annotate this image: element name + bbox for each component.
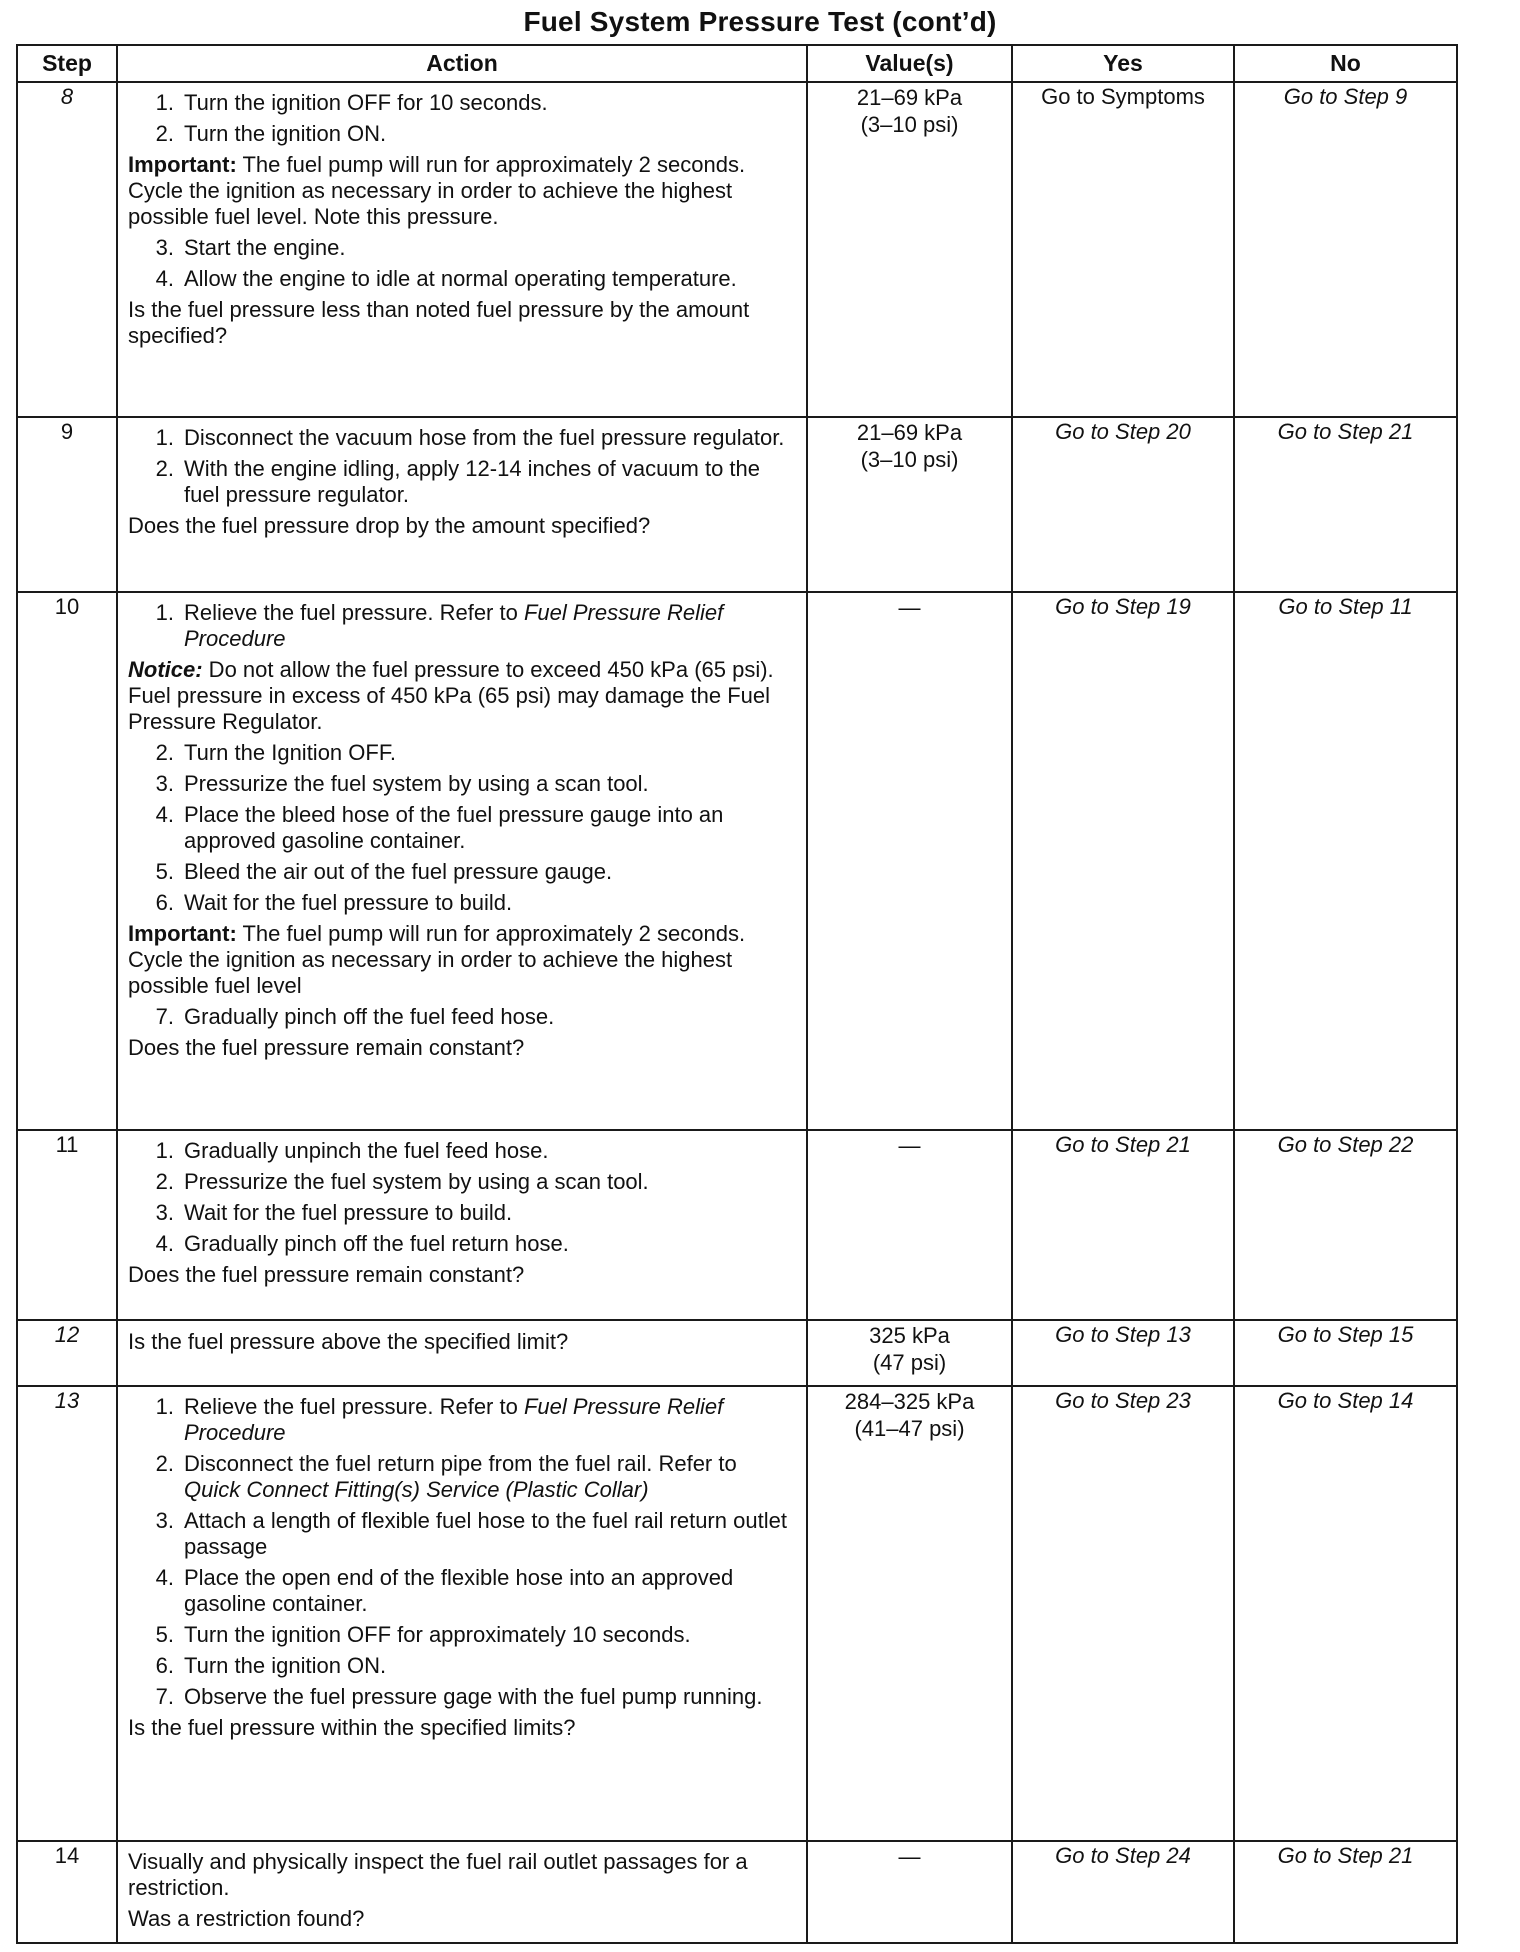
step-number: 14 — [17, 1841, 117, 1943]
question-text: Is the fuel pressure within the specified limits? — [128, 1715, 576, 1740]
action-item: Allow the engine to idle at normal operating temperature. — [184, 266, 737, 291]
yes-cell — [1012, 1386, 1234, 1841]
value-cell — [807, 1386, 1012, 1841]
question-text: Is the fuel pressure above the specified limit? — [128, 1329, 569, 1354]
action-item: Relieve the fuel pressure. Refer to — [184, 600, 524, 625]
action-cell: 1. Relieve the fuel pressure. Refer to Fuel Pressure Relief Procedure 2. Disconnect the fuel return pipe from the fuel rail. Refer to Quick Connect Fitting(s) Service (Plastic Collar) 3. Attach a length of flexible fuel hose to the fuel rail return outlet passage 4. Place the open end of the flexible hose into an approved gasoline container. 5. Turn the ignition OFF for approximately 10 seconds. 6. Turn the ignition ON. 7. Observe the fuel pressure gage with the fuel pump running. Is the fuel pressure within the specified limits? — [117, 1386, 807, 1841]
value-cell: — — [807, 592, 1012, 1130]
table-row — [17, 1841, 1457, 1943]
action-item: Wait for the fuel pressure to build. — [184, 1200, 513, 1225]
no-cell — [1234, 592, 1457, 1130]
header-step: Step — [17, 45, 117, 82]
important-label: Important: — [128, 921, 237, 946]
procedure-reference: Fuel Pressure Relief Procedure — [184, 600, 724, 651]
no-link[interactable]: Go to Step 9 — [1283, 84, 1408, 109]
action-item: Gradually unpinch the fuel feed hose. — [184, 1138, 549, 1163]
action-item: Bleed the air out of the fuel pressure gauge. — [184, 859, 613, 884]
value-cell — [807, 82, 1012, 417]
notice-text: Do not allow the fuel pressure to exceed 450 kPa (65 psi). Fuel pressure in excess of 450 kPa (65 psi) may damage the Fuel Pressure Regulator. — [128, 657, 774, 734]
yes-link[interactable]: Go to Step 23 — [1055, 1388, 1191, 1413]
question-text: Does the fuel pressure drop by the amount specified? — [128, 513, 651, 538]
action-item: Observe the fuel pressure gage with the fuel pump running. — [184, 1684, 763, 1709]
header-yes: Yes — [1012, 45, 1234, 82]
action-item: Turn the Ignition OFF. — [184, 740, 396, 765]
action-item: Pressurize the fuel system by using a scan tool. — [184, 771, 649, 796]
action-item: Start the engine. — [184, 235, 346, 260]
step-number: 11 — [17, 1130, 117, 1320]
action-item: Gradually pinch off the fuel feed hose. — [184, 1004, 555, 1029]
yes-cell — [1012, 82, 1234, 417]
no-link[interactable]: Go to Step 14 — [1277, 1388, 1414, 1413]
procedure-reference: Fuel Pressure Relief Procedure — [184, 1394, 724, 1445]
action-item: Turn the ignition ON. — [184, 121, 387, 146]
table-row — [17, 417, 1457, 592]
yes-link[interactable]: Go to Symptoms — [1041, 84, 1205, 109]
yes-link[interactable]: Go to Step 24 — [1055, 1843, 1191, 1868]
no-link[interactable]: Go to Step 21 — [1277, 1843, 1414, 1868]
action-item: Relieve the fuel pressure. Refer to — [184, 1394, 524, 1419]
action-item: Gradually pinch off the fuel return hose. — [184, 1231, 569, 1256]
step-number: 8 — [17, 82, 117, 417]
header-no: No — [1234, 45, 1457, 82]
value-line: (3–10 psi) — [860, 112, 959, 137]
value-line: (41–47 psi) — [854, 1416, 965, 1441]
yes-cell — [1012, 592, 1234, 1130]
table-row — [17, 1320, 1457, 1386]
no-cell — [1234, 82, 1457, 417]
table-row — [17, 1130, 1457, 1320]
action-item: Disconnect the vacuum hose from the fuel pressure regulator. — [184, 425, 785, 450]
action-item: Disconnect the fuel return pipe from the fuel rail. Refer to — [184, 1451, 737, 1476]
no-link[interactable]: Go to Step 11 — [1278, 594, 1413, 619]
value-cell: — — [807, 1130, 1012, 1320]
action-item: Turn the ignition OFF for approximately 10 seconds. — [184, 1622, 691, 1647]
value-line: 284–325 kPa — [844, 1389, 975, 1414]
action-item: Turn the ignition ON. — [184, 1653, 387, 1678]
action-text: Visually and physically inspect the fuel rail outlet passages for a restriction. — [128, 1849, 748, 1900]
procedure-reference: Quick Connect Fitting(s) Service (Plastic Collar) — [184, 1477, 649, 1502]
yes-link[interactable]: Go to Step 20 — [1055, 419, 1191, 444]
yes-cell — [1012, 1130, 1234, 1320]
action-cell: 1. Disconnect the vacuum hose from the fuel pressure regulator. 2. With the engine idling, apply 12-14 inches of vacuum to the fuel pressure regulator. Does the fuel pressure drop by the amount specified? — [117, 417, 807, 592]
no-cell — [1234, 417, 1457, 592]
no-cell — [1234, 1130, 1457, 1320]
action-item: Pressurize the fuel system by using a scan tool. — [184, 1169, 649, 1194]
step-number: 12 — [17, 1320, 117, 1386]
value-line: 325 kPa — [869, 1323, 950, 1348]
value-cell: — — [807, 1841, 1012, 1943]
value-line: (47 psi) — [872, 1350, 947, 1375]
step-number: 9 — [17, 417, 117, 592]
yes-link[interactable]: Go to Step 21 — [1055, 1132, 1191, 1157]
action-item: Wait for the fuel pressure to build. — [184, 890, 513, 915]
yes-cell — [1012, 1841, 1234, 1943]
value-cell — [807, 1320, 1012, 1386]
question-text: Is the fuel pressure less than noted fuel pressure by the amount specified? — [128, 297, 750, 348]
yes-cell — [1012, 417, 1234, 592]
action-cell: 1. Gradually unpinch the fuel feed hose. 2. Pressurize the fuel system by using a scan tool. 3. Wait for the fuel pressure to build. 4. Gradually pinch off the fuel return hose. Does the fuel pressure remain constant? — [117, 1130, 807, 1320]
action-item: With the engine idling, apply 12-14 inches of vacuum to the fuel pressure regulator. — [184, 456, 761, 507]
question-text: Does the fuel pressure remain constant? — [128, 1262, 525, 1287]
header-action: Action — [117, 45, 807, 82]
value-line: (3–10 psi) — [860, 447, 959, 472]
important-text: The fuel pump will run for approximately 2 seconds. Cycle the ignition as necessary in order to achieve the highest possible fuel level. Note this pressure. — [128, 152, 746, 229]
value-line: 21–69 kPa — [856, 85, 963, 110]
action-cell: 1. Relieve the fuel pressure. Refer to Fuel Pressure Relief Procedure Notice: Do not allow the fuel pressure to exceed 450 kPa (65 psi). Fuel pressure in excess of 450 kPa (65 psi) may damage the Fuel Pressure Regulator. 2. Turn the Ignition OFF. 3. Pressurize the fuel system by using a scan tool. 4. Place the bleed hose of the fuel pressure gauge into an approved gasoline container. 5. Bleed the air out of the fuel pressure gauge. 6. Wait for the fuel pressure to build. Important: The fuel pump will run for approximately 2 seconds. Cycle the ignition as necessary in order to achieve the highest possible fuel level 7. Gradually pinch off the fuel feed hose. Does the fuel pressure remain constant? — [117, 592, 807, 1130]
table-row — [17, 592, 1457, 1130]
no-cell — [1234, 1320, 1457, 1386]
no-cell — [1234, 1386, 1457, 1841]
page-title: Fuel System Pressure Test (cont’d) — [523, 6, 997, 37]
action-cell: 1. Turn the ignition OFF for 10 seconds. 2. Turn the ignition ON. Important: The fuel pump will run for approximately 2 seconds. Cycle the ignition as necessary in order to achieve the highest possible fuel level. Note this pressure. 3. Start the engine. 4. Allow the engine to idle at normal operating temperature. Is the fuel pressure less than noted fuel pressure by the amount specified? — [117, 82, 807, 417]
table-row — [17, 82, 1457, 417]
action-item: Place the bleed hose of the fuel pressure gauge into an approved gasoline container. — [184, 802, 724, 853]
action-cell — [117, 1841, 807, 1943]
header-values: Value(s) — [807, 45, 1012, 82]
action-item: Turn the ignition OFF for 10 seconds. — [184, 90, 548, 115]
step-number: 13 — [17, 1386, 117, 1841]
table-row — [17, 1386, 1457, 1841]
important-label: Important: — [128, 152, 237, 177]
yes-link[interactable]: Go to Step 19 — [1055, 594, 1191, 619]
notice-label: Notice: — [128, 657, 203, 682]
header-row — [17, 45, 1457, 82]
action-cell — [117, 1320, 807, 1386]
yes-cell — [1012, 1320, 1234, 1386]
action-item: Place the open end of the flexible hose into an approved gasoline container. — [184, 1565, 734, 1616]
step-number: 10 — [17, 592, 117, 1130]
no-cell — [1234, 1841, 1457, 1943]
question-text: Does the fuel pressure remain constant? — [128, 1035, 525, 1060]
no-link[interactable]: Go to Step 21 — [1277, 419, 1414, 444]
action-item: Attach a length of flexible fuel hose to the fuel rail return outlet passage — [184, 1508, 787, 1559]
important-text: The fuel pump will run for approximately 2 seconds. Cycle the ignition as necessary in order to achieve the highest possible fuel level — [128, 921, 746, 998]
no-link[interactable]: Go to Step 22 — [1277, 1132, 1414, 1157]
value-line: 21–69 kPa — [856, 420, 963, 445]
question-text: Was a restriction found? — [128, 1906, 365, 1931]
yes-link[interactable]: Go to Step 13 — [1055, 1322, 1191, 1347]
value-cell — [807, 417, 1012, 592]
procedure-table — [16, 44, 1458, 1944]
no-link[interactable]: Go to Step 15 — [1277, 1322, 1414, 1347]
